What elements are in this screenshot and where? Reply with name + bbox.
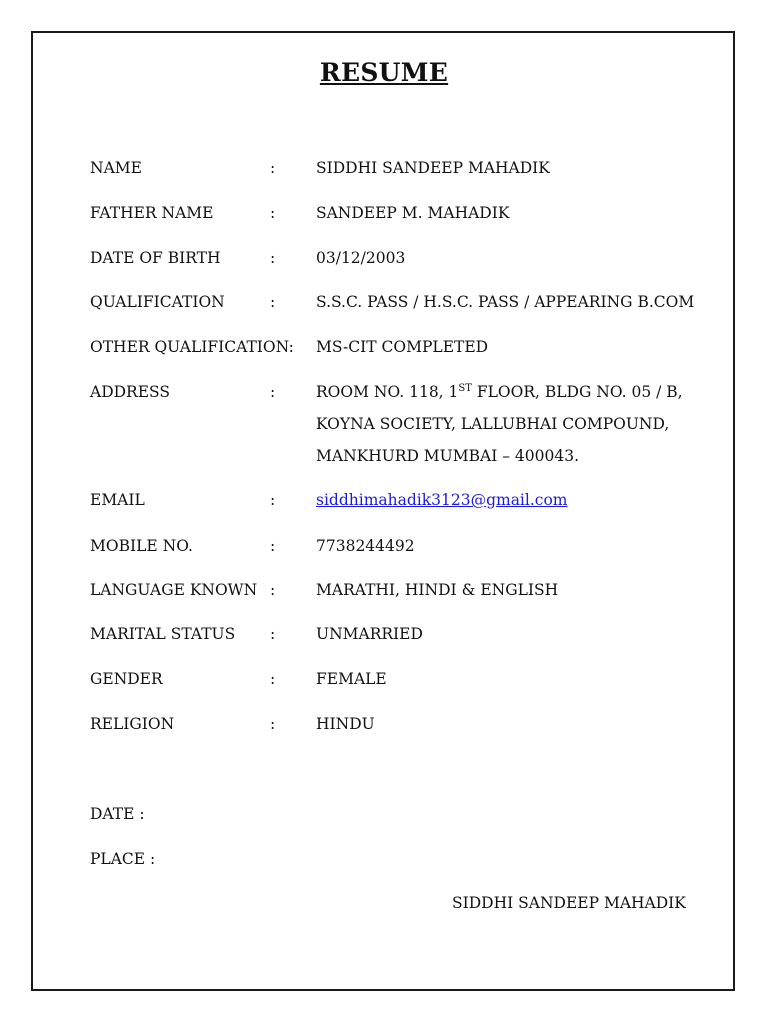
field-colon: :	[270, 204, 276, 222]
field-label: OTHER QUALIFICATION:	[90, 338, 294, 356]
field-label: GENDER	[90, 670, 163, 688]
address-line-2: KOYNA SOCIETY, LALLUBHAI COMPOUND,	[316, 415, 670, 433]
field-colon: :	[270, 249, 276, 267]
field-colon: :	[270, 491, 276, 509]
signature-name: SIDDHI SANDEEP MAHADIK	[452, 894, 686, 912]
field-label: DATE OF BIRTH	[90, 249, 221, 267]
field-value: SIDDHI SANDEEP MAHADIK	[316, 159, 550, 177]
field-label: QUALIFICATION	[90, 293, 225, 311]
field-colon: :	[270, 670, 276, 688]
field-value: MARATHI, HINDI & ENGLISH	[316, 581, 559, 599]
field-colon: :	[270, 715, 276, 733]
field-label: EMAIL	[90, 491, 145, 509]
field-value: 7738244492	[316, 537, 415, 555]
field-value: HINDU	[316, 715, 375, 733]
address-line-3: MANKHURD MUMBAI – 400043.	[316, 447, 580, 465]
page-title: RESUME	[319, 58, 449, 87]
field-label: MOBILE NO.	[90, 537, 193, 555]
field-value: MS-CIT COMPLETED	[316, 338, 489, 356]
field-value: FEMALE	[316, 670, 387, 688]
field-label: ADDRESS	[90, 383, 170, 401]
field-value: S.S.C. PASS / H.S.C. PASS / APPEARING B.COM	[316, 293, 695, 311]
address-line-1	[316, 376, 683, 408]
field-label: MARITAL STATUS	[90, 625, 236, 643]
address-line-1-end: FLOOR, BLDG NO. 05 / B,	[471, 383, 683, 401]
address-line-1-start: ROOM NO. 118, 1	[316, 383, 459, 401]
field-colon: :	[270, 625, 276, 643]
field-value: SANDEEP M. MAHADIK	[316, 204, 510, 222]
field-label: NAME	[90, 159, 142, 177]
field-label: FATHER NAME	[90, 204, 214, 222]
field-label: LANGUAGE KNOWN	[90, 581, 258, 599]
field-colon: :	[270, 159, 276, 177]
ordinal-superscript: ST	[458, 383, 472, 394]
field-label: RELIGION	[90, 715, 175, 733]
field-value: 03/12/2003	[316, 249, 406, 267]
field-value: UNMARRIED	[316, 625, 423, 643]
place-label: PLACE :	[90, 850, 156, 868]
field-colon: :	[270, 537, 276, 555]
field-colon: :	[270, 293, 276, 311]
date-label: DATE :	[90, 805, 145, 823]
email-link[interactable]: siddhimahadik3123@gmail.com	[316, 491, 568, 509]
field-colon: :	[270, 383, 276, 401]
field-colon: :	[270, 581, 276, 599]
